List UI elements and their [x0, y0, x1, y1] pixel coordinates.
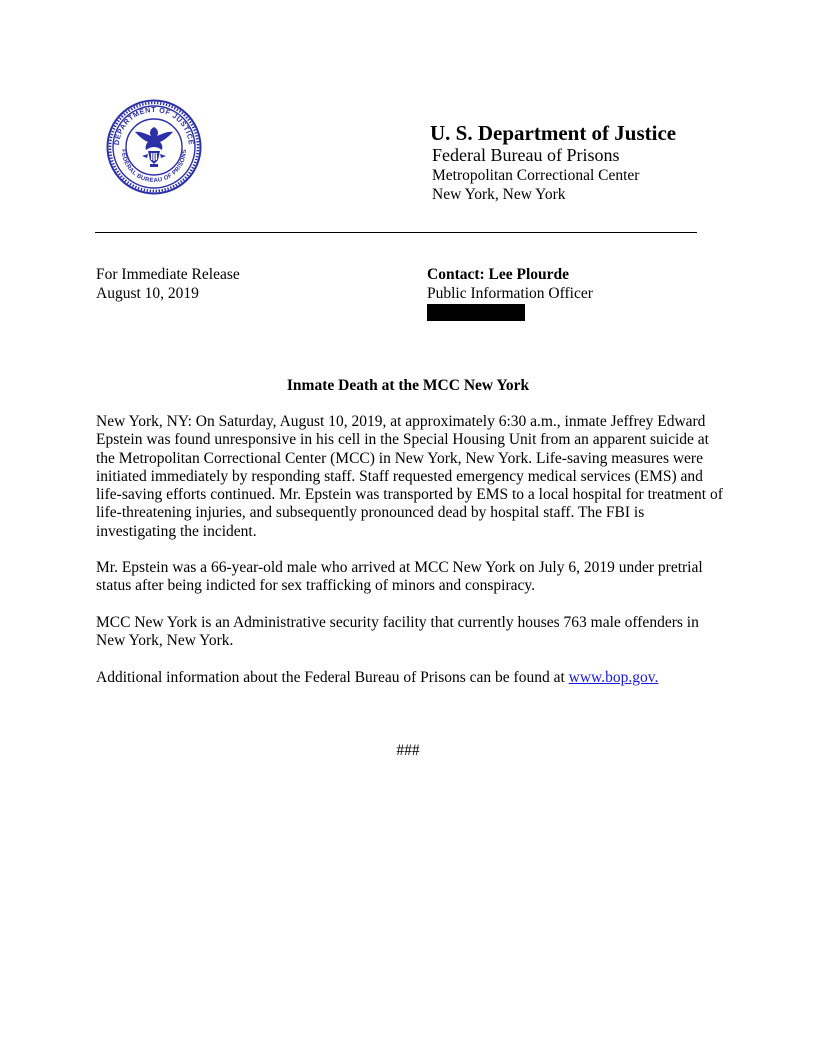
agency-header — [430, 121, 730, 204]
header-divider — [95, 232, 697, 233]
redacted-phone-block — [427, 304, 525, 321]
press-release-body — [96, 413, 724, 705]
release-info — [96, 265, 240, 303]
body-paragraph-3: MCC New York is an Administrative security facility that currently houses 763 male offenders in New York, New York. — [96, 613, 699, 650]
body-paragraph-1: New York, NY: On Saturday, August 10, 2019, at approximately 6:30 a.m., inmate Jeffrey Edward Epstein was found unresponsive in his cell in the Special Housing Unit from an apparent suicide at the Metropolitan Correctional Center (MCC) in New York, New York. Life-saving measures were initiated immediately by responding staff. Staff requested emergency medical services (EMS) and life-saving efforts continued. Mr. Epstein was transported by EMS to a local hospital for treatment of life-threatening injuries, and subsequently pronounced dead by hospital staff. The FBI is investigating the incident. — [96, 413, 723, 540]
release-label: For Immediate Release — [96, 266, 240, 283]
contact-name: Contact: Lee Plourde — [427, 266, 570, 283]
agency-bureau: Federal Bureau of Prisons — [432, 145, 620, 165]
body-paragraph-4 — [96, 669, 724, 687]
release-date: August 10, 2019 — [96, 285, 199, 302]
contact-info — [427, 265, 593, 321]
department-of-justice-seal-icon — [106, 98, 202, 196]
body-paragraph-4-text: Additional information about the Federal Bureau of Prisons can be found at — [96, 668, 569, 686]
body-paragraph-2: Mr. Epstein was a 66-year-old male who arrived at MCC New York on July 6, 2019 under pretrial status after being indicted for sex trafficking of minors and conspiracy. — [96, 559, 703, 595]
doj-seal — [106, 98, 202, 196]
seal-outer-text: DEPARTMENT OF JUSTICE — [111, 104, 197, 146]
bop-website-link[interactable]: www.bop.gov. — [568, 668, 659, 686]
agency-location: New York, New York — [432, 186, 566, 203]
agency-title: U. S. Department of Justice — [430, 121, 677, 145]
seal-inner-text: FEDERAL BUREAU OF PRISONS — [119, 149, 189, 185]
contact-role: Public Information Officer — [427, 285, 593, 302]
agency-facility: Metropolitan Correctional Center — [432, 167, 640, 184]
press-release-headline: Inmate Death at the MCC New York — [286, 377, 530, 394]
end-of-release-mark: ### — [396, 742, 420, 759]
